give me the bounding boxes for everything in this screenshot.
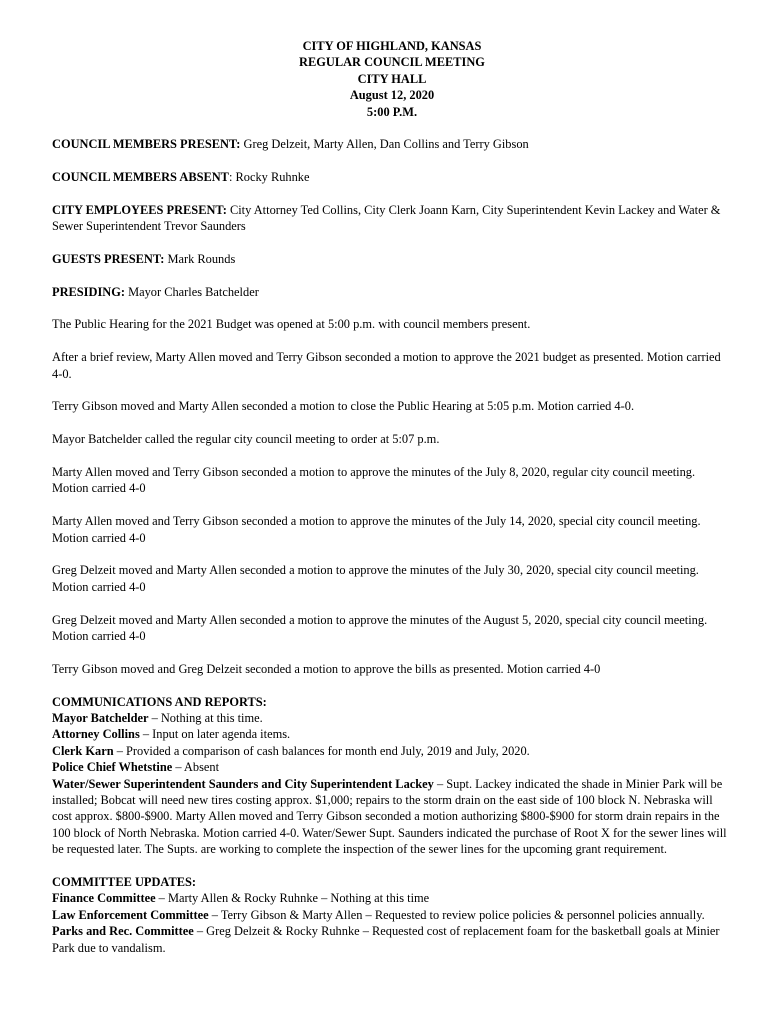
meeting-type: REGULAR COUNCIL MEETING <box>299 55 485 70</box>
members-absent-label: COUNCIL MEMBERS ABSENT <box>52 169 229 184</box>
presiding-label: PRESIDING: <box>52 284 125 299</box>
committee-section <box>52 874 732 956</box>
minutes-paragraph: Greg Delzeit moved and Marty Allen seconded a motion to approve the minutes of the August 5, 2020, special city council meeting. Motion carried 4-0 <box>52 612 708 644</box>
members-present-label: COUNCIL MEMBERS PRESENT: <box>52 137 241 152</box>
members-absent <box>52 169 732 185</box>
report-label: Water/Sewer Superintendent Saunders and City Superintendent Lackey <box>52 776 434 791</box>
committee-text: – Terry Gibson & Marty Allen – Requested to review police policies & personnel policies annually. <box>208 907 705 922</box>
guests-present-label: GUESTS PRESENT: <box>52 251 165 266</box>
committee-label: Finance Committee <box>52 891 156 906</box>
committee-text: – Marty Allen & Rocky Ruhnke – Nothing at this time <box>155 891 430 906</box>
minutes-paragraph: The Public Hearing for the 2021 Budget was opened at 5:00 p.m. with council members present. <box>52 317 531 332</box>
committee-text: – Greg Delzeit & Rocky Ruhnke – Requested cost of replacement foam for the basketball goals at Minier Park due to vandalism. <box>52 924 720 955</box>
report-label: Attorney Collins <box>52 727 140 742</box>
document-header <box>52 38 732 120</box>
guests-present-value: Mark Rounds <box>164 251 236 266</box>
report-text: – Input on later agenda items. <box>139 727 291 742</box>
employees-present-value: City Attorney Ted Collins, City Clerk Joann Karn, City Superintendent Kevin Lackey and Water & Sewer Superintendent Trevor Saunders <box>52 202 721 234</box>
members-present-value: Greg Delzeit, Marty Allen, Dan Collins and Terry Gibson <box>240 137 529 152</box>
report-text: – Supt. Lackey indicated the shade in Minier Park will be installed; Bobcat will need new tires costing approx. $1,000; repairs to the storm drain on the east side of 100 block N. Nebraska will cost approx. $800-$900. Marty Allen moved and Terry Gibson seconded a motion authorizing $800-$900 for storm drain repairs in the 100 block of North Nebraska. Motion carried 4-0. Water/Sewer Supt. Saunders indicated the purchase of Root X for the sewer lines will be requested later. The Supts. are working to complete the inspection of the sewer lines for the upcoming grant requirement. <box>52 776 727 857</box>
minutes-paragraph: Marty Allen moved and Terry Gibson seconded a motion to approve the minutes of the July 14, 2020, special city council meeting. Motion carried 4-0 <box>52 514 701 545</box>
employees-present-label: CITY EMPLOYEES PRESENT: <box>52 202 227 217</box>
minutes-paragraph: Terry Gibson moved and Marty Allen seconded a motion to close the Public Hearing at 5:05 p.m. Motion carried 4-0. <box>52 399 635 414</box>
minutes-paragraph: Mayor Batchelder called the regular city council meeting to order at 5:07 p.m. <box>52 432 440 447</box>
report-text: – Provided a comparison of cash balances for month end July, 2019 and July, 2020. <box>113 743 530 758</box>
report-label: Police Chief Whetstine <box>52 760 173 775</box>
presiding-value: Mayor Charles Batchelder <box>124 284 259 299</box>
report-label: Clerk Karn <box>52 743 114 758</box>
report-item <box>52 743 732 759</box>
employees-present <box>52 202 732 235</box>
members-present <box>52 136 732 152</box>
report-text: – Nothing at this time. <box>148 711 263 726</box>
document-page <box>52 38 732 973</box>
report-text: – Absent <box>172 760 220 775</box>
committee-item <box>52 923 732 956</box>
meeting-date: August 12, 2020 <box>349 88 435 103</box>
minutes-paragraph: Terry Gibson moved and Greg Delzeit seconded a motion to approve the bills as presented. Motion carried 4-0 <box>52 661 601 676</box>
report-item <box>52 776 732 858</box>
meeting-time: 5:00 P.M. <box>366 104 418 119</box>
committee-item <box>52 907 732 923</box>
report-item <box>52 726 732 742</box>
minutes-paragraph: Marty Allen moved and Terry Gibson seconded a motion to approve the minutes of the July 8, 2020, regular city council meeting. Motion carried 4-0 <box>52 465 696 496</box>
communications-section <box>52 694 732 858</box>
report-label: Mayor Batchelder <box>52 711 149 726</box>
minutes-paragraph: After a brief review, Marty Allen moved and Terry Gibson seconded a motion to approve the 2021 budget as presented. Motion carried 4-0. <box>52 350 721 381</box>
report-item <box>52 759 732 775</box>
minutes-paragraph: Greg Delzeit moved and Marty Allen seconded a motion to approve the minutes of the July 30, 2020, special city council meeting. Motion carried 4-0 <box>52 563 699 594</box>
committee-label: Parks and Rec. Committee <box>52 924 194 939</box>
committee-title: COMMITTEE UPDATES: <box>52 875 196 890</box>
city-name: CITY OF HIGHLAND, KANSAS <box>302 39 482 53</box>
guests-present <box>52 251 732 267</box>
committee-item <box>52 890 732 906</box>
communications-title: COMMUNICATIONS AND REPORTS: <box>52 694 267 709</box>
meeting-location: CITY HALL <box>357 71 427 86</box>
report-item <box>52 710 732 726</box>
presiding <box>52 284 732 300</box>
committee-label: Law Enforcement Committee <box>52 907 209 922</box>
members-absent-value: : Rocky Ruhnke <box>228 169 310 184</box>
